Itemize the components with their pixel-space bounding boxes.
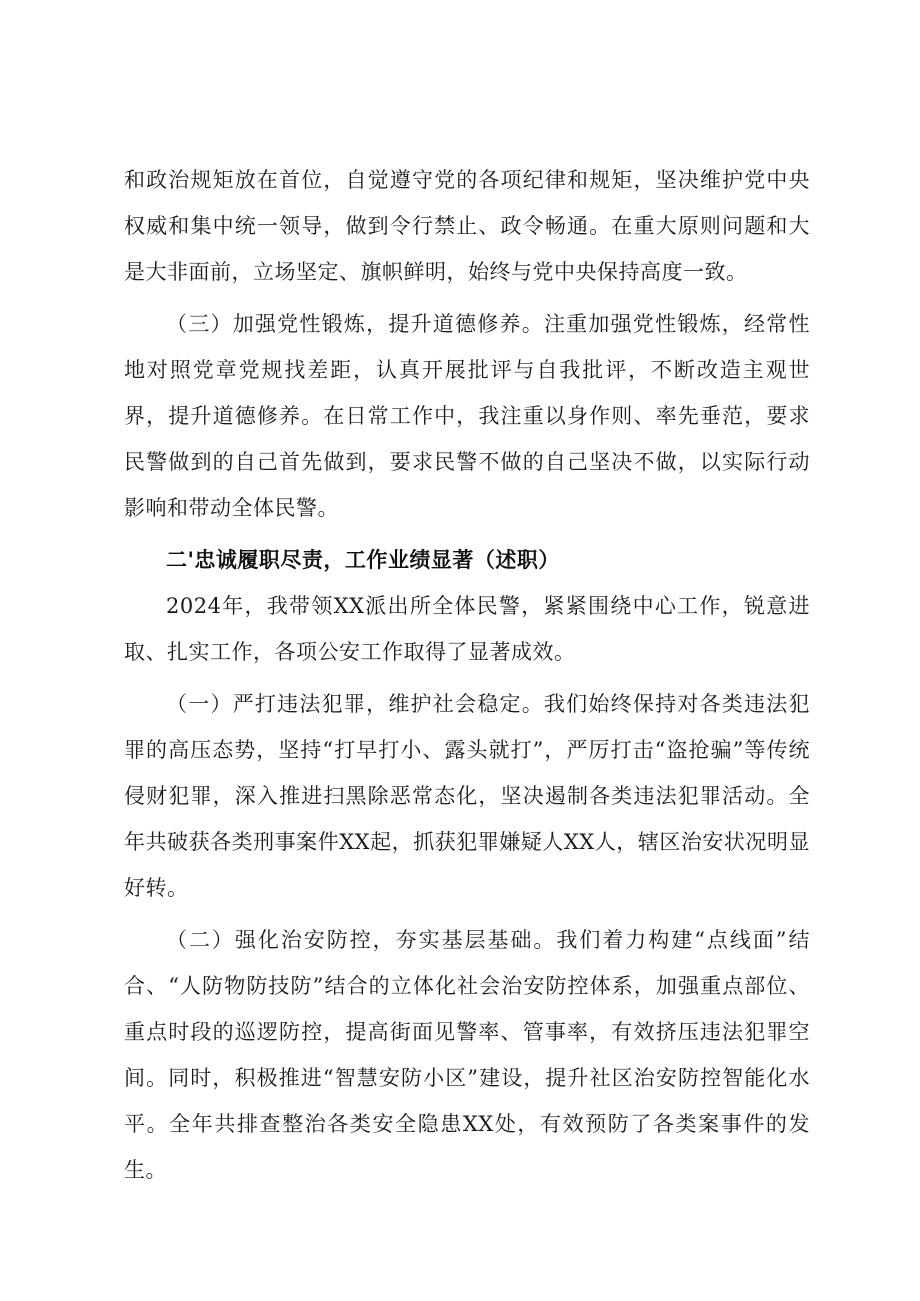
section-heading: 二'忠诚履职尽责，工作业绩显著（述职） (166, 548, 560, 572)
paragraph-continuation: 和政治规矩放在首位，自觉遵守党的各项纪律和规矩，坚决维护党中央权威和集中统一领导，做到令行禁止、政令畅通。在重大原则问题和大是大非面前，立场坚定、旗帜鲜明，始终与党中央保持高度一致。 (124, 168, 810, 284)
paragraph-security-control: （二）强化治安防控，夯实基层基础。我们着力构建“点线面”结合、“人防物防技防”结合的立体化社会治安防控体系，加强重点部位、重点时段的巡逻防控，提高街面见警率、管事率，有效挤压违法犯罪空间。同时，积极推进“智慧安防小区”建设，提升社区治安防控智能化水平。全年共排查整治各类安全隐患XX处，有效预防了各类案事件的发生。 (124, 928, 810, 1182)
document-body (124, 157, 810, 1193)
paragraph-overview: 2024年，我带领XX派出所全体民警，紧紧围绕中心工作，锐意进取、扎实工作，各项公安工作取得了显著成效。 (124, 594, 810, 664)
paragraph-crime-crackdown: （一）严打违法犯罪，维护社会稳定。我们始终保持对各类违法犯罪的高压态势，坚持“打早打小、露头就打”，严厉打击“盗抢骗”等传统侵财犯罪，深入推进扫黑除恶常态化，坚决遏制各类违法犯罪活动。全年共破获各类刑事案件XX起，抓获犯罪嫌疑人XX人，辖区治安状况明显好转。 (124, 692, 810, 900)
paragraph-party-training: （三）加强党性锻炼，提升道德修养。注重加强党性锻炼，经常性地对照党章党规找差距，认真开展批评与自我批评，不断改造主观世界，提升道德修养。在日常工作中，我注重以身作则、率先垂范，要求民警做到的自己首先做到，要求民警不做的自己坚决不做，以实际行动影响和带动全体民警。 (124, 312, 810, 520)
